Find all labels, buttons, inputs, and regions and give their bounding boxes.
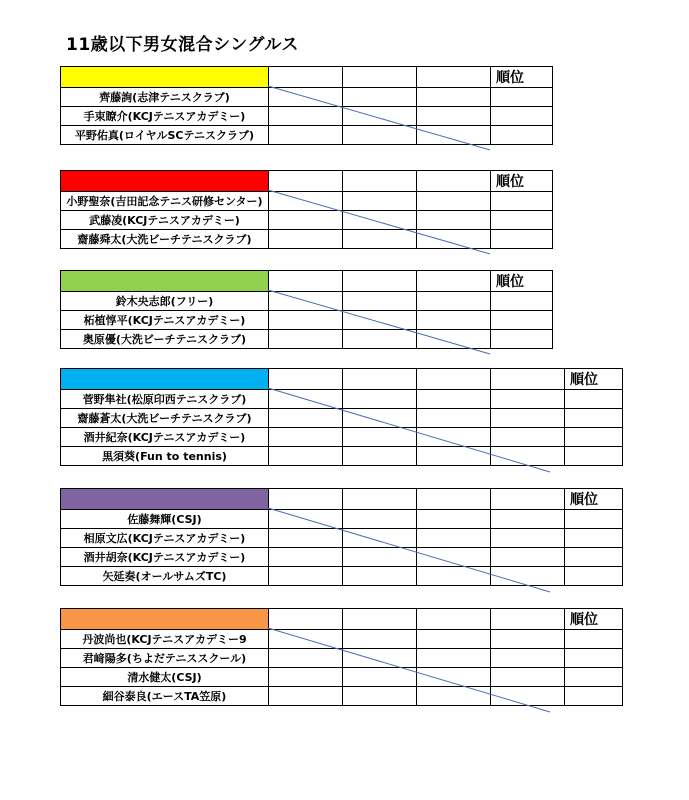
player-name: 齋藤舜太(大洗ビーチテニスクラブ) [61,230,269,249]
player-name: 酒井紀奈(KCJテニスアカデミー) [61,428,269,447]
rank-header: 順位 [491,171,553,192]
player-name: 君﨑陽多(ちよだテニススクール) [61,649,269,668]
rank-cell [565,548,623,567]
result-cell [417,88,491,107]
result-cell [343,409,417,428]
header-cell [269,171,343,192]
result-cell [343,567,417,586]
rank-cell [491,192,553,211]
result-cell [491,409,565,428]
result-cell [269,428,343,447]
result-cell [343,428,417,447]
header-cell [343,271,417,292]
group-color-bar [61,489,269,510]
result-cell [491,548,565,567]
header-cell [417,489,491,510]
player-name: 相原文広(KCJテニスアカデミー) [61,529,269,548]
result-cell [417,649,491,668]
result-cell [269,107,343,126]
rank-cell [565,390,623,409]
header-cell [417,369,491,390]
result-cell [343,510,417,529]
header-cell [491,489,565,510]
header-cell [491,369,565,390]
result-cell [269,649,343,668]
result-cell [491,649,565,668]
player-name: 齋藤蒼太(大洗ビーチテニスクラブ) [61,409,269,428]
player-name: 清水健太(CSJ) [61,668,269,687]
player-name: 小野聖奈(吉田記念テニス研修センター) [61,192,269,211]
result-cell [343,529,417,548]
header-cell [343,489,417,510]
round-robin-group-4 [60,368,623,466]
result-cell [269,330,343,349]
player-name: 齊藤詢(志津テニスクラブ) [61,88,269,107]
player-name: 細谷泰良(エースTA笠原) [61,687,269,706]
result-cell [417,529,491,548]
round-robin-group-3 [60,270,553,349]
rank-cell [565,630,623,649]
round-robin-group-2 [60,170,553,249]
result-cell [343,630,417,649]
result-cell [417,107,491,126]
result-cell [269,687,343,706]
result-cell [269,409,343,428]
round-robin-group-1 [60,66,553,145]
rank-header: 順位 [491,67,553,88]
result-cell [491,390,565,409]
player-name: 菅野隼社(松原印西テニスクラブ) [61,390,269,409]
result-cell [417,447,491,466]
rank-cell [491,230,553,249]
player-name: 酒井胡奈(KCJテニスアカデミー) [61,548,269,567]
header-cell [491,609,565,630]
group-color-bar [61,369,269,390]
player-name: 矢延奏(オールサムズTC) [61,567,269,586]
rank-header: 順位 [565,609,623,630]
rank-cell [491,292,553,311]
rank-cell [565,529,623,548]
result-cell [269,529,343,548]
round-robin-group-5 [60,488,623,586]
group-color-bar [61,271,269,292]
result-cell [269,510,343,529]
header-cell [269,489,343,510]
rank-cell [491,107,553,126]
header-cell [417,271,491,292]
result-cell [343,211,417,230]
result-cell [343,330,417,349]
result-cell [269,548,343,567]
header-cell [343,171,417,192]
result-cell [343,687,417,706]
result-cell [417,292,491,311]
group-color-bar [61,67,269,88]
player-name: 丹波尚也(KCJテニスアカデミー9 [61,630,269,649]
rank-cell [565,687,623,706]
result-cell [491,447,565,466]
result-cell [269,630,343,649]
rank-cell [565,668,623,687]
result-cell [269,447,343,466]
result-cell [417,126,491,145]
player-name: 柘植惇平(KCJテニスアカデミー) [61,311,269,330]
result-cell [343,649,417,668]
result-cell [417,567,491,586]
rank-cell [491,311,553,330]
result-cell [269,311,343,330]
result-cell [491,668,565,687]
rank-cell [491,126,553,145]
round-robin-group-6 [60,608,623,706]
rank-cell [565,649,623,668]
result-cell [269,292,343,311]
rank-header: 順位 [565,489,623,510]
result-cell [343,192,417,211]
result-cell [343,668,417,687]
player-name: 奥原優(大洗ビーチテニスクラブ) [61,330,269,349]
result-cell [417,330,491,349]
rank-header: 順位 [565,369,623,390]
result-cell [491,567,565,586]
player-name: 鈴木央志郎(フリー) [61,292,269,311]
header-cell [343,369,417,390]
result-cell [491,529,565,548]
result-cell [343,88,417,107]
result-cell [343,311,417,330]
rank-cell [491,211,553,230]
header-cell [343,67,417,88]
result-cell [417,510,491,529]
header-cell [417,171,491,192]
header-cell [417,67,491,88]
header-cell [417,609,491,630]
result-cell [343,126,417,145]
rank-cell [565,447,623,466]
result-cell [417,409,491,428]
result-cell [491,428,565,447]
result-cell [417,687,491,706]
result-cell [269,230,343,249]
header-cell [269,369,343,390]
result-cell [491,510,565,529]
rank-cell [565,428,623,447]
player-name: 手束瞭介(KCJテニスアカデミー) [61,107,269,126]
result-cell [491,630,565,649]
rank-cell [565,510,623,529]
player-name: 黒須葵(Fun to tennis) [61,447,269,466]
result-cell [343,107,417,126]
result-cell [269,567,343,586]
result-cell [417,668,491,687]
result-cell [269,211,343,230]
header-cell [269,609,343,630]
result-cell [417,630,491,649]
rank-header: 順位 [491,271,553,292]
player-name: 佐藤舞輝(CSJ) [61,510,269,529]
result-cell [417,548,491,567]
rank-cell [565,567,623,586]
result-cell [417,390,491,409]
result-cell [417,230,491,249]
result-cell [417,311,491,330]
result-cell [269,390,343,409]
result-cell [343,548,417,567]
header-cell [343,609,417,630]
header-cell [269,67,343,88]
result-cell [343,390,417,409]
result-cell [417,192,491,211]
result-cell [343,292,417,311]
player-name: 平野佑真(ロイヤルSCテニスクラブ) [61,126,269,145]
rank-cell [565,409,623,428]
rank-cell [491,88,553,107]
result-cell [269,192,343,211]
group-color-bar [61,171,269,192]
page-title: 11歳以下男女混合シングルス [66,35,299,55]
result-cell [491,687,565,706]
result-cell [269,668,343,687]
result-cell [417,428,491,447]
rank-cell [491,330,553,349]
result-cell [343,447,417,466]
player-name: 武藤凌(KCJテニスアカデミー) [61,211,269,230]
header-cell [269,271,343,292]
result-cell [269,126,343,145]
group-color-bar [61,609,269,630]
result-cell [269,88,343,107]
result-cell [417,211,491,230]
result-cell [343,230,417,249]
